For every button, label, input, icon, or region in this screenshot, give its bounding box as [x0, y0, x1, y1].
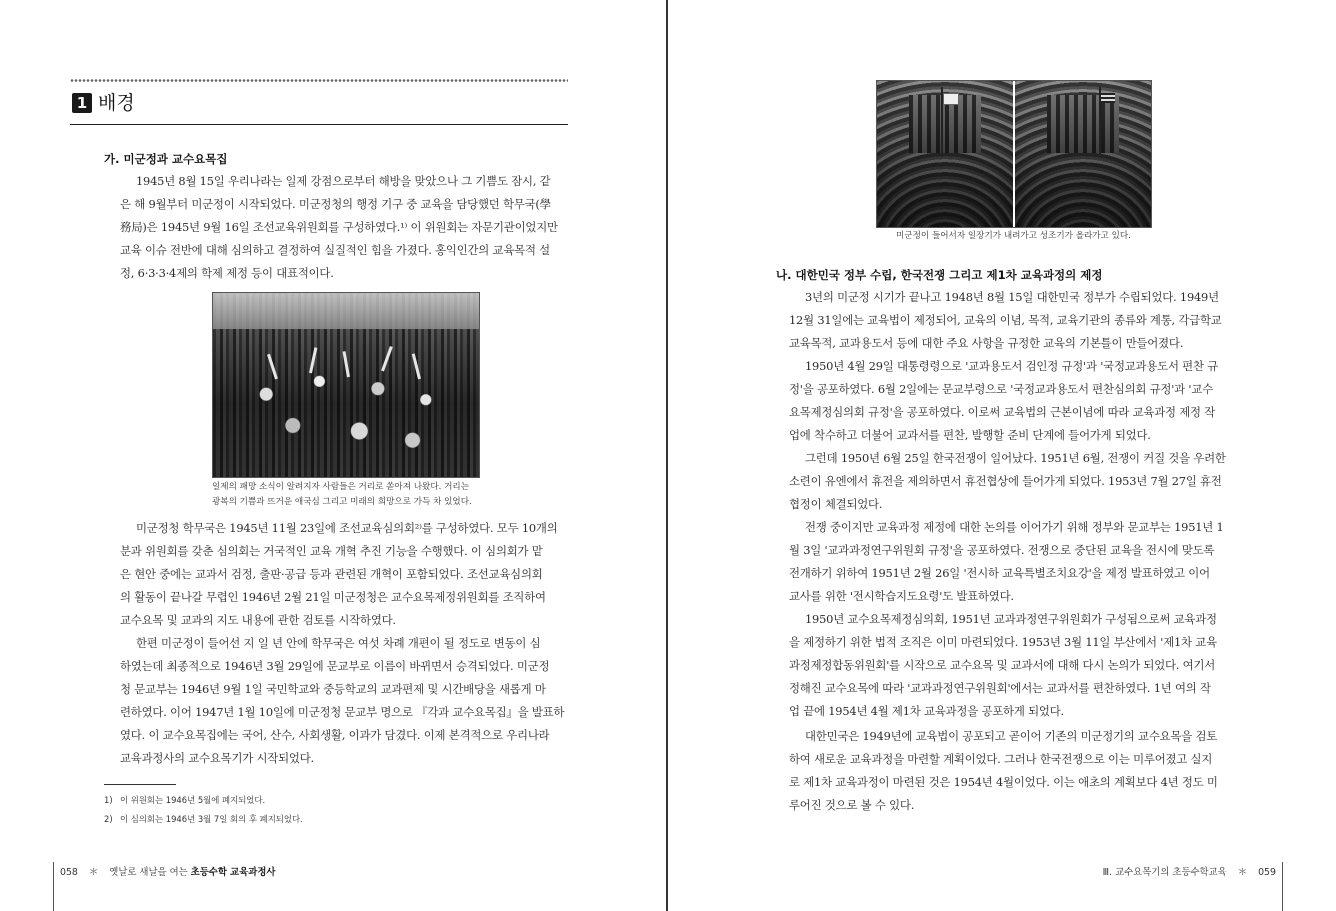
photo-building	[1047, 95, 1119, 153]
subhead-right: 나. 대한민국 정부 수립, 한국전쟁 그리고 제1차 교육과정의 제정	[776, 268, 1103, 282]
paragraph-r2	[789, 355, 1238, 447]
text-line: 미군정청 학무국은 1945년 11월 23일에 조선교육심의회²⁾를 구성하였다. 모두 10개의	[136, 521, 558, 535]
text-line: 교육목적, 교과용도서 등에 대한 주요 사항을 규정한 교육의 기본틀이 만들어졌다.	[789, 336, 1184, 350]
book-title-prefix: 옛날로 새날을 여는	[109, 867, 188, 878]
paragraph-r5	[789, 608, 1238, 723]
section-number: 1	[72, 93, 92, 113]
photo-caption-right: 미군정이 들어서자 일장기가 내려가고 성조기가 올라가고 있다.	[896, 231, 1131, 241]
text-line: 업 끝에 1954년 4월 제1차 교육과정을 공포하게 되었다.	[789, 704, 1064, 718]
footnote-text: 이 심의회는 1946년 3월 7일 회의 후 폐지되었다.	[120, 814, 303, 824]
text-line: 교수요목 및 교과의 지도 내용에 관한 검토를 시작하였다.	[120, 613, 396, 627]
dotted-rule	[70, 78, 568, 83]
paragraph-3	[120, 632, 568, 770]
photo-raised-arm	[381, 346, 393, 371]
footnote-1	[104, 794, 265, 806]
footnote-number: 2)	[104, 814, 113, 824]
liberation-crowd-photo	[212, 292, 480, 478]
text-line: 1950년 4월 29일 대통령령으로 '교과용도서 검인정 규정'과 '국정교과용도서 편찬 규	[805, 359, 1219, 373]
text-line: 월 3일 '교과과정연구위원회 규정'을 공포하였다. 전쟁으로 중단된 교육을 전시에 맞도록	[789, 543, 1215, 557]
text-line: 12월 31일에는 교육법이 제정되어, 교육의 이념, 목적, 교육기관의 종류와 계통, 각급학교	[789, 313, 1222, 327]
text-line: 소련이 유엔에서 휴전을 제의하면서 휴전협상에 들어가게 되었다. 1953년 7월 27일 휴전	[789, 474, 1222, 488]
text-line: 전개하기 위하여 1951년 2월 26일 '전시하 교육특별조치요강'을 제정 발표하였고 이어	[789, 566, 1210, 580]
book-title-bold: 초등수학 교육과정사	[190, 867, 276, 878]
text-line: 은 해 9월부터 미군정이 시작되었다. 미군정청의 행정 기구 중 교육을 담당했던 학무국(學	[120, 197, 551, 211]
text-line: 1950년 교수요목제정심의회, 1951년 교과과정연구위원회가 구성됨으로써 교육과정	[805, 612, 1217, 626]
text-line: 의 활동이 끝나갈 무렵인 1946년 2월 21일 미군정청은 교수요목제정위원회를 조직하여	[120, 590, 546, 604]
photo-raised-arm	[343, 351, 350, 377]
text-line: 대한민국은 1949년에 교육법이 공포되고 곧이어 기존의 미군정기의 교수요목을 검토	[805, 729, 1218, 743]
paragraph-1	[120, 170, 568, 285]
folio-separator: ＊	[1237, 867, 1248, 878]
text-line: 교사를 위한 '전시학습지도요령'도 발표하였다.	[789, 589, 1014, 603]
photo-left-half	[877, 81, 1013, 227]
text-line: 협정이 체결되었다.	[789, 497, 883, 511]
text-line: 1945년 8월 15일 우리나라는 일제 강점으로부터 해방을 맞았으나 그 기쁨도 잠시, 같	[136, 174, 551, 188]
footnote-number: 1)	[104, 795, 113, 805]
photo-flag	[943, 93, 959, 105]
text-line: 련하였다. 이어 1947년 1월 10일에 미군정청 문교부 명으로 『각과 교수요목집』을 발표하	[120, 705, 565, 719]
section-header	[70, 90, 568, 125]
text-line: 였다. 이 교수요목집에는 국어, 산수, 사회생활, 이과가 담겼다. 이제 본격적으로 우리나라	[120, 728, 550, 742]
text-line: 루어진 것으로 볼 수 있다.	[789, 798, 915, 812]
text-line: 그런데 1950년 6월 25일 한국전쟁이 일어났다. 1951년 6월, 전쟁이 커질 것을 우려한	[805, 451, 1226, 465]
photo-caption-left	[212, 480, 480, 510]
paragraph-r4	[789, 516, 1238, 608]
caption-line: 일제의 패망 소식이 알려지자 사람들은 거리로 쏟아져 나왔다. 거리는	[212, 482, 470, 492]
footnote-text: 이 위원회는 1946년 5월에 폐지되었다.	[120, 795, 266, 805]
text-line: 청 문교부는 1946년 9월 1일 국민학교와 중등학교의 교과편제 및 시간배당을 새롭게 마	[120, 682, 546, 696]
folio-separator: ＊	[88, 867, 99, 878]
section-title: 배경	[98, 92, 135, 114]
photo-raised-arm	[412, 353, 421, 379]
photo-divider	[1013, 81, 1015, 227]
text-line: 務局)은 1945년 9월 16일 조선교육위원회를 구성하였다.¹⁾ 이 위원회는 자문기관이었지만	[120, 220, 558, 234]
folio-right	[1103, 864, 1276, 878]
text-line: 과정제정합동위원회'를 시작으로 교수요목 및 교과서에 대해 다시 논의가 되었다. 여기서	[789, 658, 1216, 672]
text-line: 을 제정하기 위한 법적 조직은 이미 마련되었다. 1953년 3월 11일 부산에서 '제1차 교육	[789, 635, 1217, 649]
footnote-2	[104, 813, 303, 825]
text-line: 업에 착수하고 더불어 교과서를 편찬, 발행할 준비 단계에 들어가게 되었다.	[789, 428, 1151, 442]
paragraph-r1	[789, 286, 1238, 355]
text-line: 분과 위원회를 갖춘 심의회는 거국적인 교육 개혁 추진 기능을 수행했다. 이 심의회가 맡	[120, 544, 543, 558]
text-line: 요목제정심의회 규정'을 공포하였다. 이로써 교육법의 근본이념에 따라 교육과정 제정 작	[789, 405, 1216, 419]
photo-right-half	[1015, 81, 1151, 227]
paragraph-r3	[789, 447, 1238, 516]
text-line: 한편 미군정이 들어선 지 일 년 안에 학무국은 여섯 차례 개편이 될 정도로 변동이 심	[136, 636, 541, 650]
paragraph-2	[120, 517, 568, 632]
footnote-rule	[104, 784, 176, 785]
folio-left	[60, 864, 275, 878]
text-line: 정, 6·3·3·4제의 학제 제정 등이 대표적이다.	[120, 266, 334, 280]
photo-flag	[1101, 93, 1115, 103]
text-line: 은 현안 중에는 교과서 검정, 출판·공급 등과 관련된 개혁이 포함되었다. 조선교육심의회	[120, 567, 543, 581]
caption-line: 광복의 기쁨과 뜨거운 애국심 그리고 미래의 희망으로 가득 차 있었다.	[212, 497, 472, 507]
text-line: 정'을 공포하였다. 6월 2일에는 문교부령으로 '국정교과용도서 편찬심의회 규정'과 '교수	[789, 382, 1213, 396]
flag-ceremony-photo	[876, 80, 1152, 228]
text-line: 정해진 교수요목에 따라 '교과과정연구위원회'에서는 교과서를 편찬하였다. 1년 여의 작	[789, 681, 1211, 695]
photo-sky	[213, 293, 479, 329]
text-line: 교육 이슈 전반에 대해 심의하고 결정하여 실질적인 힘을 가졌다. 홍익인간의 교육목적 설	[120, 243, 550, 257]
text-line: 로 제1차 교육과정이 마련된 것은 1954년 4월이었다. 이는 애초의 계획보다 4년 정도 미	[789, 775, 1218, 789]
photo-raised-arm	[309, 347, 317, 373]
text-line: 하였는데 최종적으로 1946년 3월 29일에 문교부로 이름이 바뀌면서 승격되었다. 미군정	[120, 659, 550, 673]
text-line: 전쟁 중이지만 교육과정 제정에 대한 논의를 이어가기 위해 정부와 문교부는 1951년 1	[805, 520, 1224, 534]
chapter-title: Ⅲ. 교수요목기의 초등수학교육	[1102, 867, 1227, 878]
subhead-left: 가. 미군정과 교수요목집	[104, 152, 228, 166]
photo-raised-arm	[267, 354, 278, 380]
page-number-right: 059	[1258, 867, 1276, 878]
text-line: 교육과정사의 교수요목기가 시작되었다.	[120, 751, 314, 765]
text-line: 하여 새로운 교육과정을 마련할 계획이었다. 그러나 한국전쟁으로 이는 미루어졌고 실지	[789, 752, 1213, 766]
text-line: 3년의 미군정 시기가 끝나고 1948년 8월 15일 대한민국 정부가 수립되었다. 1949년	[805, 290, 1219, 304]
page-number-left: 058	[60, 867, 78, 878]
paragraph-r6	[789, 725, 1238, 817]
